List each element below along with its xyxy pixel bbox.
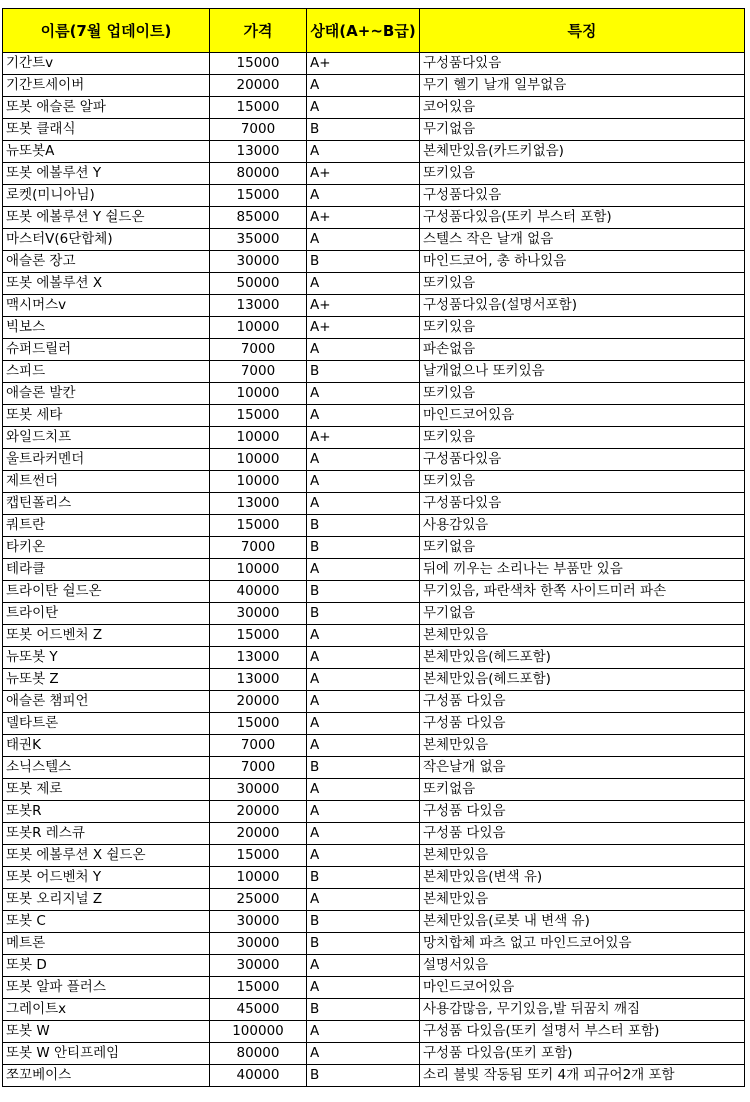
cell-name: 기간트v [3, 53, 210, 75]
table-row [3, 53, 745, 75]
cell-name: 또봇 에볼루션 X [3, 273, 210, 295]
cell-condition: B [307, 933, 420, 955]
cell-features: 코어있음 [420, 97, 745, 119]
cell-features: 작은날개 없음 [420, 757, 745, 779]
cell-condition: A [307, 735, 420, 757]
cell-price: 30000 [210, 955, 307, 977]
cell-condition: A [307, 823, 420, 845]
table-row [3, 383, 745, 405]
cell-features: 구성품다있음(또키 부스터 포함) [420, 207, 745, 229]
cell-features: 구성품다있음(설명서포함) [420, 295, 745, 317]
cell-price: 80000 [210, 1043, 307, 1065]
cell-price: 7000 [210, 361, 307, 383]
cell-condition: A [307, 559, 420, 581]
cell-name: 애슬론 챔피언 [3, 691, 210, 713]
table-row [3, 339, 745, 361]
cell-price: 10000 [210, 559, 307, 581]
cell-price: 7000 [210, 537, 307, 559]
cell-name: 그레이트x [3, 999, 210, 1021]
cell-condition: A [307, 1021, 420, 1043]
cell-price: 100000 [210, 1021, 307, 1043]
cell-condition: A+ [307, 53, 420, 75]
cell-price: 15000 [210, 625, 307, 647]
cell-price: 13000 [210, 295, 307, 317]
table-row [3, 867, 745, 889]
cell-name: 트라이탄 쉴드온 [3, 581, 210, 603]
table-row [3, 207, 745, 229]
cell-condition: A [307, 625, 420, 647]
cell-features: 또키있음 [420, 163, 745, 185]
header-price: 가격 [210, 9, 307, 53]
cell-features: 본체만있음 [420, 845, 745, 867]
cell-features: 본체만있음(헤드포함) [420, 647, 745, 669]
cell-features: 무기없음 [420, 119, 745, 141]
cell-price: 15000 [210, 515, 307, 537]
header-features: 특징 [420, 9, 745, 53]
cell-name: 쿼트란 [3, 515, 210, 537]
cell-price: 30000 [210, 603, 307, 625]
table-row [3, 1021, 745, 1043]
cell-features: 무기있음, 파란색차 한쪽 사이드미러 파손 [420, 581, 745, 603]
cell-condition: A [307, 779, 420, 801]
cell-price: 30000 [210, 251, 307, 273]
cell-condition: A [307, 493, 420, 515]
cell-price: 10000 [210, 449, 307, 471]
table-row [3, 735, 745, 757]
cell-condition: B [307, 361, 420, 383]
cell-condition: A [307, 185, 420, 207]
table-header [3, 9, 745, 53]
cell-price: 40000 [210, 581, 307, 603]
cell-name: 타키온 [3, 537, 210, 559]
table-row [3, 647, 745, 669]
table-row [3, 1065, 745, 1087]
cell-features: 구성품 다있음(또키 설명서 부스터 포함) [420, 1021, 745, 1043]
cell-condition: A [307, 339, 420, 361]
cell-condition: A [307, 449, 420, 471]
header-condition: 상태(A+~B급) [307, 9, 420, 53]
cell-condition: A [307, 141, 420, 163]
table-row [3, 691, 745, 713]
cell-condition: A [307, 75, 420, 97]
cell-name: 소닉스텔스 [3, 757, 210, 779]
cell-price: 20000 [210, 691, 307, 713]
cell-name: 또봇 에볼루션 Y [3, 163, 210, 185]
cell-features: 구성품 다있음(또키 포함) [420, 1043, 745, 1065]
cell-condition: B [307, 757, 420, 779]
table-row [3, 493, 745, 515]
table-row [3, 295, 745, 317]
cell-features: 마인드코어있음 [420, 405, 745, 427]
cell-condition: A+ [307, 427, 420, 449]
cell-condition: A [307, 97, 420, 119]
cell-condition: B [307, 537, 420, 559]
cell-condition: A+ [307, 317, 420, 339]
cell-name: 뉴또봇A [3, 141, 210, 163]
cell-name: 태권K [3, 735, 210, 757]
cell-features: 본체만있음(변색 유) [420, 867, 745, 889]
header-name: 이름(7월 업데이트) [3, 9, 210, 53]
cell-price: 13000 [210, 647, 307, 669]
table-row [3, 515, 745, 537]
cell-price: 40000 [210, 1065, 307, 1087]
cell-features: 파손없음 [420, 339, 745, 361]
cell-name: 트라이탄 [3, 603, 210, 625]
cell-name: 또봇 제로 [3, 779, 210, 801]
cell-name: 또봇 어드벤처 Z [3, 625, 210, 647]
cell-price: 30000 [210, 933, 307, 955]
cell-name: 기간트세이버 [3, 75, 210, 97]
cell-condition: B [307, 911, 420, 933]
table-row [3, 405, 745, 427]
cell-name: 스피드 [3, 361, 210, 383]
cell-features: 망치합체 파츠 없고 마인드코어있음 [420, 933, 745, 955]
cell-features: 구성품 다있음 [420, 713, 745, 735]
header-row [3, 9, 745, 53]
table-row [3, 669, 745, 691]
cell-price: 10000 [210, 317, 307, 339]
cell-features: 본체만있음(카드키없음) [420, 141, 745, 163]
cell-condition: A [307, 471, 420, 493]
table-row [3, 823, 745, 845]
cell-name: 또봇 에볼루션 X 쉴드온 [3, 845, 210, 867]
cell-price: 7000 [210, 757, 307, 779]
cell-features: 사용감있음 [420, 515, 745, 537]
table-row [3, 185, 745, 207]
cell-name: 제트썬더 [3, 471, 210, 493]
table-row [3, 361, 745, 383]
cell-condition: A [307, 713, 420, 735]
cell-features: 또키있음 [420, 427, 745, 449]
cell-name: 애슬론 장고 [3, 251, 210, 273]
cell-features: 본체만있음 [420, 625, 745, 647]
cell-condition: B [307, 603, 420, 625]
cell-price: 15000 [210, 713, 307, 735]
table-row [3, 251, 745, 273]
cell-condition: A [307, 955, 420, 977]
cell-price: 20000 [210, 75, 307, 97]
cell-features: 구성품 다있음 [420, 691, 745, 713]
table-row [3, 97, 745, 119]
cell-name: 또봇 오리지널 Z [3, 889, 210, 911]
table-row [3, 933, 745, 955]
table-row [3, 779, 745, 801]
table-row [3, 229, 745, 251]
cell-name: 빅보스 [3, 317, 210, 339]
cell-features: 무기없음 [420, 603, 745, 625]
cell-price: 30000 [210, 911, 307, 933]
cell-features: 구성품다있음 [420, 185, 745, 207]
table-row [3, 427, 745, 449]
cell-name: 테라클 [3, 559, 210, 581]
cell-features: 또키있음 [420, 383, 745, 405]
cell-price: 50000 [210, 273, 307, 295]
cell-price: 13000 [210, 669, 307, 691]
cell-features: 본체만있음 [420, 735, 745, 757]
cell-condition: B [307, 1065, 420, 1087]
cell-price: 15000 [210, 405, 307, 427]
cell-condition: A [307, 383, 420, 405]
cell-price: 85000 [210, 207, 307, 229]
cell-name: 또봇 클래식 [3, 119, 210, 141]
cell-name: 메트론 [3, 933, 210, 955]
table-row [3, 449, 745, 471]
cell-condition: A+ [307, 295, 420, 317]
cell-name: 와일드치프 [3, 427, 210, 449]
cell-price: 10000 [210, 867, 307, 889]
cell-name: 맥시머스v [3, 295, 210, 317]
cell-price: 30000 [210, 779, 307, 801]
cell-condition: A [307, 801, 420, 823]
table-row [3, 75, 745, 97]
cell-price: 15000 [210, 845, 307, 867]
cell-price: 13000 [210, 493, 307, 515]
cell-condition: B [307, 251, 420, 273]
cell-condition: A [307, 669, 420, 691]
cell-features: 날개없으나 또키있음 [420, 361, 745, 383]
table-row [3, 845, 745, 867]
table-row [3, 273, 745, 295]
cell-features: 본체만있음 [420, 889, 745, 911]
table-row [3, 911, 745, 933]
cell-condition: A [307, 647, 420, 669]
cell-name: 마스터V(6단합체) [3, 229, 210, 251]
table-row [3, 603, 745, 625]
cell-condition: B [307, 867, 420, 889]
cell-price: 15000 [210, 97, 307, 119]
table-row [3, 581, 745, 603]
cell-price: 45000 [210, 999, 307, 1021]
cell-price: 13000 [210, 141, 307, 163]
cell-features: 마인드코어있음 [420, 977, 745, 999]
cell-features: 구성품다있음 [420, 449, 745, 471]
cell-name: 캡틴폴리스 [3, 493, 210, 515]
table-row [3, 977, 745, 999]
cell-price: 7000 [210, 735, 307, 757]
cell-price: 15000 [210, 53, 307, 75]
cell-name: 또봇 C [3, 911, 210, 933]
table-row [3, 889, 745, 911]
cell-features: 또키있음 [420, 273, 745, 295]
cell-price: 7000 [210, 339, 307, 361]
cell-condition: A+ [307, 163, 420, 185]
table-row [3, 1043, 745, 1065]
table-row [3, 119, 745, 141]
cell-price: 35000 [210, 229, 307, 251]
cell-name: 쪼꼬베이스 [3, 1065, 210, 1087]
cell-condition: A [307, 889, 420, 911]
cell-name: 뉴또봇 Z [3, 669, 210, 691]
cell-features: 본체만있음(로봇 내 변색 유) [420, 911, 745, 933]
cell-features: 사용감많음, 무기있음,발 뒤꿈치 깨짐 [420, 999, 745, 1021]
cell-condition: A [307, 977, 420, 999]
cell-name: 또봇 알파 플러스 [3, 977, 210, 999]
cell-name: 또봇 에볼루션 Y 쉴드온 [3, 207, 210, 229]
cell-condition: A [307, 845, 420, 867]
cell-price: 20000 [210, 823, 307, 845]
table-row [3, 471, 745, 493]
cell-name: 애슬론 발칸 [3, 383, 210, 405]
table-row [3, 163, 745, 185]
cell-price: 15000 [210, 185, 307, 207]
cell-features: 무기 헬기 날개 일부없음 [420, 75, 745, 97]
cell-name: 또봇 D [3, 955, 210, 977]
cell-name: 로켓(미니아님) [3, 185, 210, 207]
cell-name: 또봇 애슬론 알파 [3, 97, 210, 119]
cell-name: 또봇 W 안티프레임 [3, 1043, 210, 1065]
cell-name: 델타트론 [3, 713, 210, 735]
table-row [3, 625, 745, 647]
cell-name: 울트라커멘더 [3, 449, 210, 471]
cell-features: 소리 불빛 작동됨 또키 4개 피규어2개 포함 [420, 1065, 745, 1087]
cell-price: 80000 [210, 163, 307, 185]
cell-features: 또키있음 [420, 471, 745, 493]
cell-price: 15000 [210, 977, 307, 999]
cell-condition: A [307, 1043, 420, 1065]
cell-features: 스텔스 작은 날개 없음 [420, 229, 745, 251]
table-row [3, 757, 745, 779]
cell-condition: B [307, 581, 420, 603]
cell-features: 마인드코어, 총 하나있음 [420, 251, 745, 273]
price-list-table [2, 8, 745, 1087]
cell-features: 본체만있음(헤드포함) [420, 669, 745, 691]
cell-features: 또키없음 [420, 779, 745, 801]
cell-features: 구성품 다있음 [420, 823, 745, 845]
cell-features: 설명서있음 [420, 955, 745, 977]
cell-condition: A+ [307, 207, 420, 229]
cell-condition: A [307, 691, 420, 713]
cell-name: 또봇 어드벤처 Y [3, 867, 210, 889]
cell-features: 또키없음 [420, 537, 745, 559]
cell-name: 또봇R [3, 801, 210, 823]
table-row [3, 955, 745, 977]
table-row [3, 801, 745, 823]
cell-features: 뒤에 끼우는 소리나는 부품만 있음 [420, 559, 745, 581]
cell-price: 20000 [210, 801, 307, 823]
cell-condition: B [307, 515, 420, 537]
cell-name: 또봇 세타 [3, 405, 210, 427]
cell-condition: B [307, 999, 420, 1021]
table-row [3, 999, 745, 1021]
cell-condition: A [307, 405, 420, 427]
cell-price: 10000 [210, 427, 307, 449]
cell-condition: A [307, 273, 420, 295]
cell-condition: A [307, 229, 420, 251]
cell-features: 구성품다있음 [420, 493, 745, 515]
table-body [3, 53, 745, 1087]
cell-name: 뉴또봇 Y [3, 647, 210, 669]
cell-name: 슈퍼드릴러 [3, 339, 210, 361]
table-row [3, 317, 745, 339]
cell-price: 7000 [210, 119, 307, 141]
cell-features: 구성품다있음 [420, 53, 745, 75]
cell-name: 또봇 W [3, 1021, 210, 1043]
table-row [3, 141, 745, 163]
table-row [3, 713, 745, 735]
cell-price: 10000 [210, 471, 307, 493]
cell-price: 25000 [210, 889, 307, 911]
table-row [3, 559, 745, 581]
cell-price: 10000 [210, 383, 307, 405]
cell-condition: B [307, 119, 420, 141]
cell-name: 또봇R 레스큐 [3, 823, 210, 845]
cell-features: 또키있음 [420, 317, 745, 339]
table-row [3, 537, 745, 559]
cell-features: 구성품 다있음 [420, 801, 745, 823]
